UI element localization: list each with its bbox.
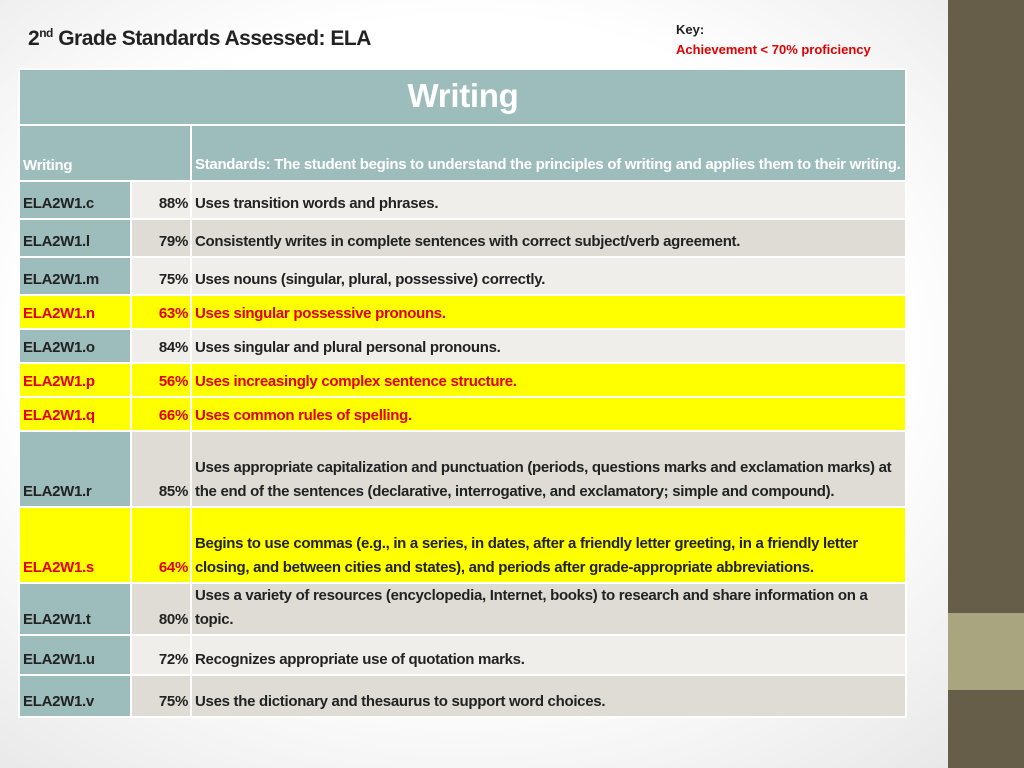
table-row	[19, 219, 906, 257]
standard-code: ELA2W1.p	[19, 363, 131, 397]
key-legend-text: Achievement < 70% proficiency	[676, 42, 871, 57]
standard-code: ELA2W1.t	[19, 583, 131, 635]
table-row	[19, 257, 906, 295]
standard-code: ELA2W1.n	[19, 295, 131, 329]
proficiency-percent: 75%	[131, 675, 191, 717]
standard-description: Uses singular possessive pronouns.	[191, 295, 906, 329]
table-row	[19, 507, 906, 583]
standard-code: ELA2W1.r	[19, 431, 131, 507]
standard-description: Uses increasingly complex sentence structure.	[191, 363, 906, 397]
proficiency-percent: 85%	[131, 431, 191, 507]
standard-code: ELA2W1.v	[19, 675, 131, 717]
proficiency-percent: 84%	[131, 329, 191, 363]
table-row	[19, 295, 906, 329]
table-row	[19, 363, 906, 397]
standard-code: ELA2W1.s	[19, 507, 131, 583]
standard-description: Begins to use commas (e.g., in a series, in dates, after a friendly letter greeting, in a friendly letter closing, and between cities and states), and periods after grade-appropriate abbreviations.	[191, 507, 906, 583]
proficiency-percent: 75%	[131, 257, 191, 295]
proficiency-percent: 72%	[131, 635, 191, 675]
table-row	[19, 431, 906, 507]
proficiency-percent: 88%	[131, 181, 191, 219]
key-legend	[676, 20, 871, 60]
standard-code: ELA2W1.o	[19, 329, 131, 363]
proficiency-percent: 64%	[131, 507, 191, 583]
standard-description: Uses singular and plural personal pronouns.	[191, 329, 906, 363]
standard-description: Uses the dictionary and thesaurus to support word choices.	[191, 675, 906, 717]
standards-table	[18, 68, 907, 718]
proficiency-percent: 79%	[131, 219, 191, 257]
proficiency-percent: 63%	[131, 295, 191, 329]
proficiency-percent: 56%	[131, 363, 191, 397]
proficiency-percent: 66%	[131, 397, 191, 431]
table-row	[19, 675, 906, 717]
table-row	[19, 181, 906, 219]
standard-code: ELA2W1.m	[19, 257, 131, 295]
table-row	[19, 329, 906, 363]
standard-code: ELA2W1.q	[19, 397, 131, 431]
standard-description: Uses common rules of spelling.	[191, 397, 906, 431]
table-row	[19, 635, 906, 675]
standard-description: Uses appropriate capitalization and punctuation (periods, questions marks and exclamation marks) at the end of the sentences (declarative, interrogative, and exclamatory; simple and compound).	[191, 431, 906, 507]
standard-description: Uses nouns (singular, plural, possessive) correctly.	[191, 257, 906, 295]
standard-description: Consistently writes in complete sentences with correct subject/verb agreement.	[191, 219, 906, 257]
key-label: Key:	[676, 22, 705, 37]
page-title: 2nd Grade Standards Assessed: ELA	[28, 26, 371, 50]
table-row	[19, 583, 906, 635]
proficiency-percent: 80%	[131, 583, 191, 635]
standard-code: ELA2W1.l	[19, 219, 131, 257]
standard-description: Uses transition words and phrases.	[191, 181, 906, 219]
standard-code: ELA2W1.u	[19, 635, 131, 675]
standard-description: Uses a variety of resources (encyclopedia, Internet, books) to research and share information on a topic.	[191, 583, 906, 635]
decorative-band	[948, 613, 1024, 690]
standard-code: ELA2W1.c	[19, 181, 131, 219]
table-heading: Writing	[19, 69, 906, 125]
standard-description: Recognizes appropriate use of quotation marks.	[191, 635, 906, 675]
col-header-right: Standards: The student begins to understand the principles of writing and applies them to their writing.	[191, 125, 906, 181]
table-row	[19, 397, 906, 431]
col-header-left: Writing	[19, 125, 191, 181]
